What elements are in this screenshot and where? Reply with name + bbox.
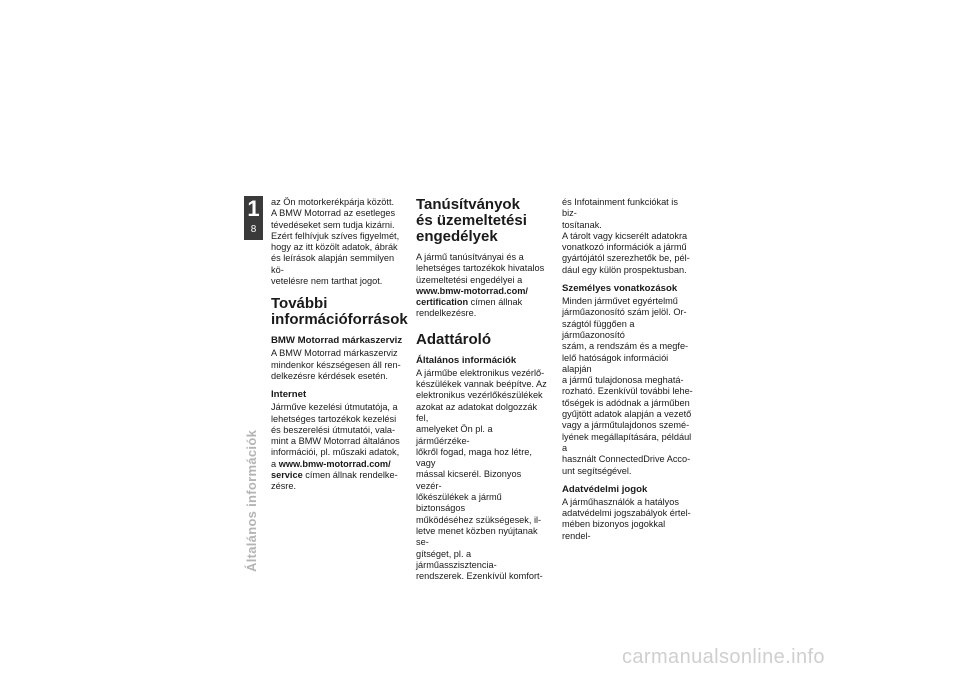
subheading-personal: Személyes vonatkozások <box>562 283 678 295</box>
subheading-internet: Internet <box>271 389 307 401</box>
watermark: carmanualsonline.info <box>622 646 825 668</box>
heading-certificates: Tanúsítványok és üzemeltetési engedélyek <box>416 196 527 245</box>
general-info-text: A járműbe elektronikus vezérlő- készülékek vannak beépítve. Az elektronikus vezérlőkészülékek azokat az adatokat dolgozzák fel, amelyeket Ön pl. a járműérzéke- lőkről fogad, maga hoz létre, vagy mással kicserél. Bizonyos vezér- lőkészülékek a jármű biztonságos működéséhez szükségesek, il- letve menet közben nyújtanak se- gítséget, pl. a járműasszisztencia- rendszerek. Ezenkívül komfort- <box>416 367 547 582</box>
certificates-text <box>416 252 548 320</box>
chapter-badge <box>244 196 263 240</box>
chapter-side-title: Általános információk <box>244 430 259 573</box>
privacy-text: A járműhasználók a hatályos adatvédelmi jogszabályok értel- mében bizonyos jogokkal rendel- <box>562 496 691 541</box>
heading-more-info: További információforrások <box>271 295 408 329</box>
subheading-general-info: Általános információk <box>416 354 517 366</box>
internet-text-start: Járműve kezelési útmutatója, a lehetséges tartozékok kezelési és beszerelési útmutatói, vala- mint a BMW Motorrad általános információi, pl. műszaki adatok, a <box>271 402 400 469</box>
certification-link[interactable]: www.bmw-motorrad.com/ certification <box>416 285 528 308</box>
page-number: 8 <box>250 224 257 235</box>
certificates-text-end: címen állnak rendelkezésre. <box>416 297 523 319</box>
chapter-number: 1 <box>247 196 260 221</box>
internet-text <box>271 402 403 492</box>
col1-intro: az Ön motorkerékpárja között. A BMW Motorrad az esetleges tévedéseket sem tudja kizárni. Ezért felhívjuk szíves figyelmét, hogy az itt közölt adatok, ábrák és leírások alapján semmilyen kö- vetelésre nem tarthat jogot. <box>271 197 400 287</box>
column-1 <box>271 197 408 493</box>
certificates-text-start: A jármű tanúsítványai és a lehetséges tartozékok hivatalos üzemeltetési engedélyei a <box>416 252 545 285</box>
personal-text: Minden járművet egyértelmű járműazonosító szám jelöl. Or- szágtól függően a járműazonosító szám, a rendszám és a megfe- lelő hatóságok információi alapján a jármű tulajdonosa meghatá- rozható. Ezenkívül további lehe- tőségek is adódnak a járműben gyűjtött adatok alapján a vezető vagy a járműtulajdonos szemé- lyének megállapítására, például a használt ConnectedDrive Acco- unt segítségével. <box>562 296 693 476</box>
dealer-text: A BMW Motorrad márkaszerviz mindenkor készségesen áll ren- delkezésre kérdések esetén. <box>271 348 401 381</box>
col3-intro: és Infotainment funkciókat is biz- tosítanak. A tárolt vagy kicserélt adatokra vonatkozó információk a jármű gyártójától szerezhetők be, pél- dául egy külön prospektusban. <box>562 197 690 275</box>
subheading-privacy: Adatvédelmi jogok <box>562 483 648 495</box>
internet-text-end: címen állnak rendelke- zésre. <box>271 470 398 492</box>
service-link[interactable]: www.bmw-motorrad.com/ service <box>271 458 391 481</box>
heading-data-storage: Adattároló <box>416 330 491 348</box>
column-2 <box>416 197 548 582</box>
subheading-dealer: BMW Motorrad márkaszerviz <box>271 335 403 347</box>
column-3 <box>562 197 694 542</box>
